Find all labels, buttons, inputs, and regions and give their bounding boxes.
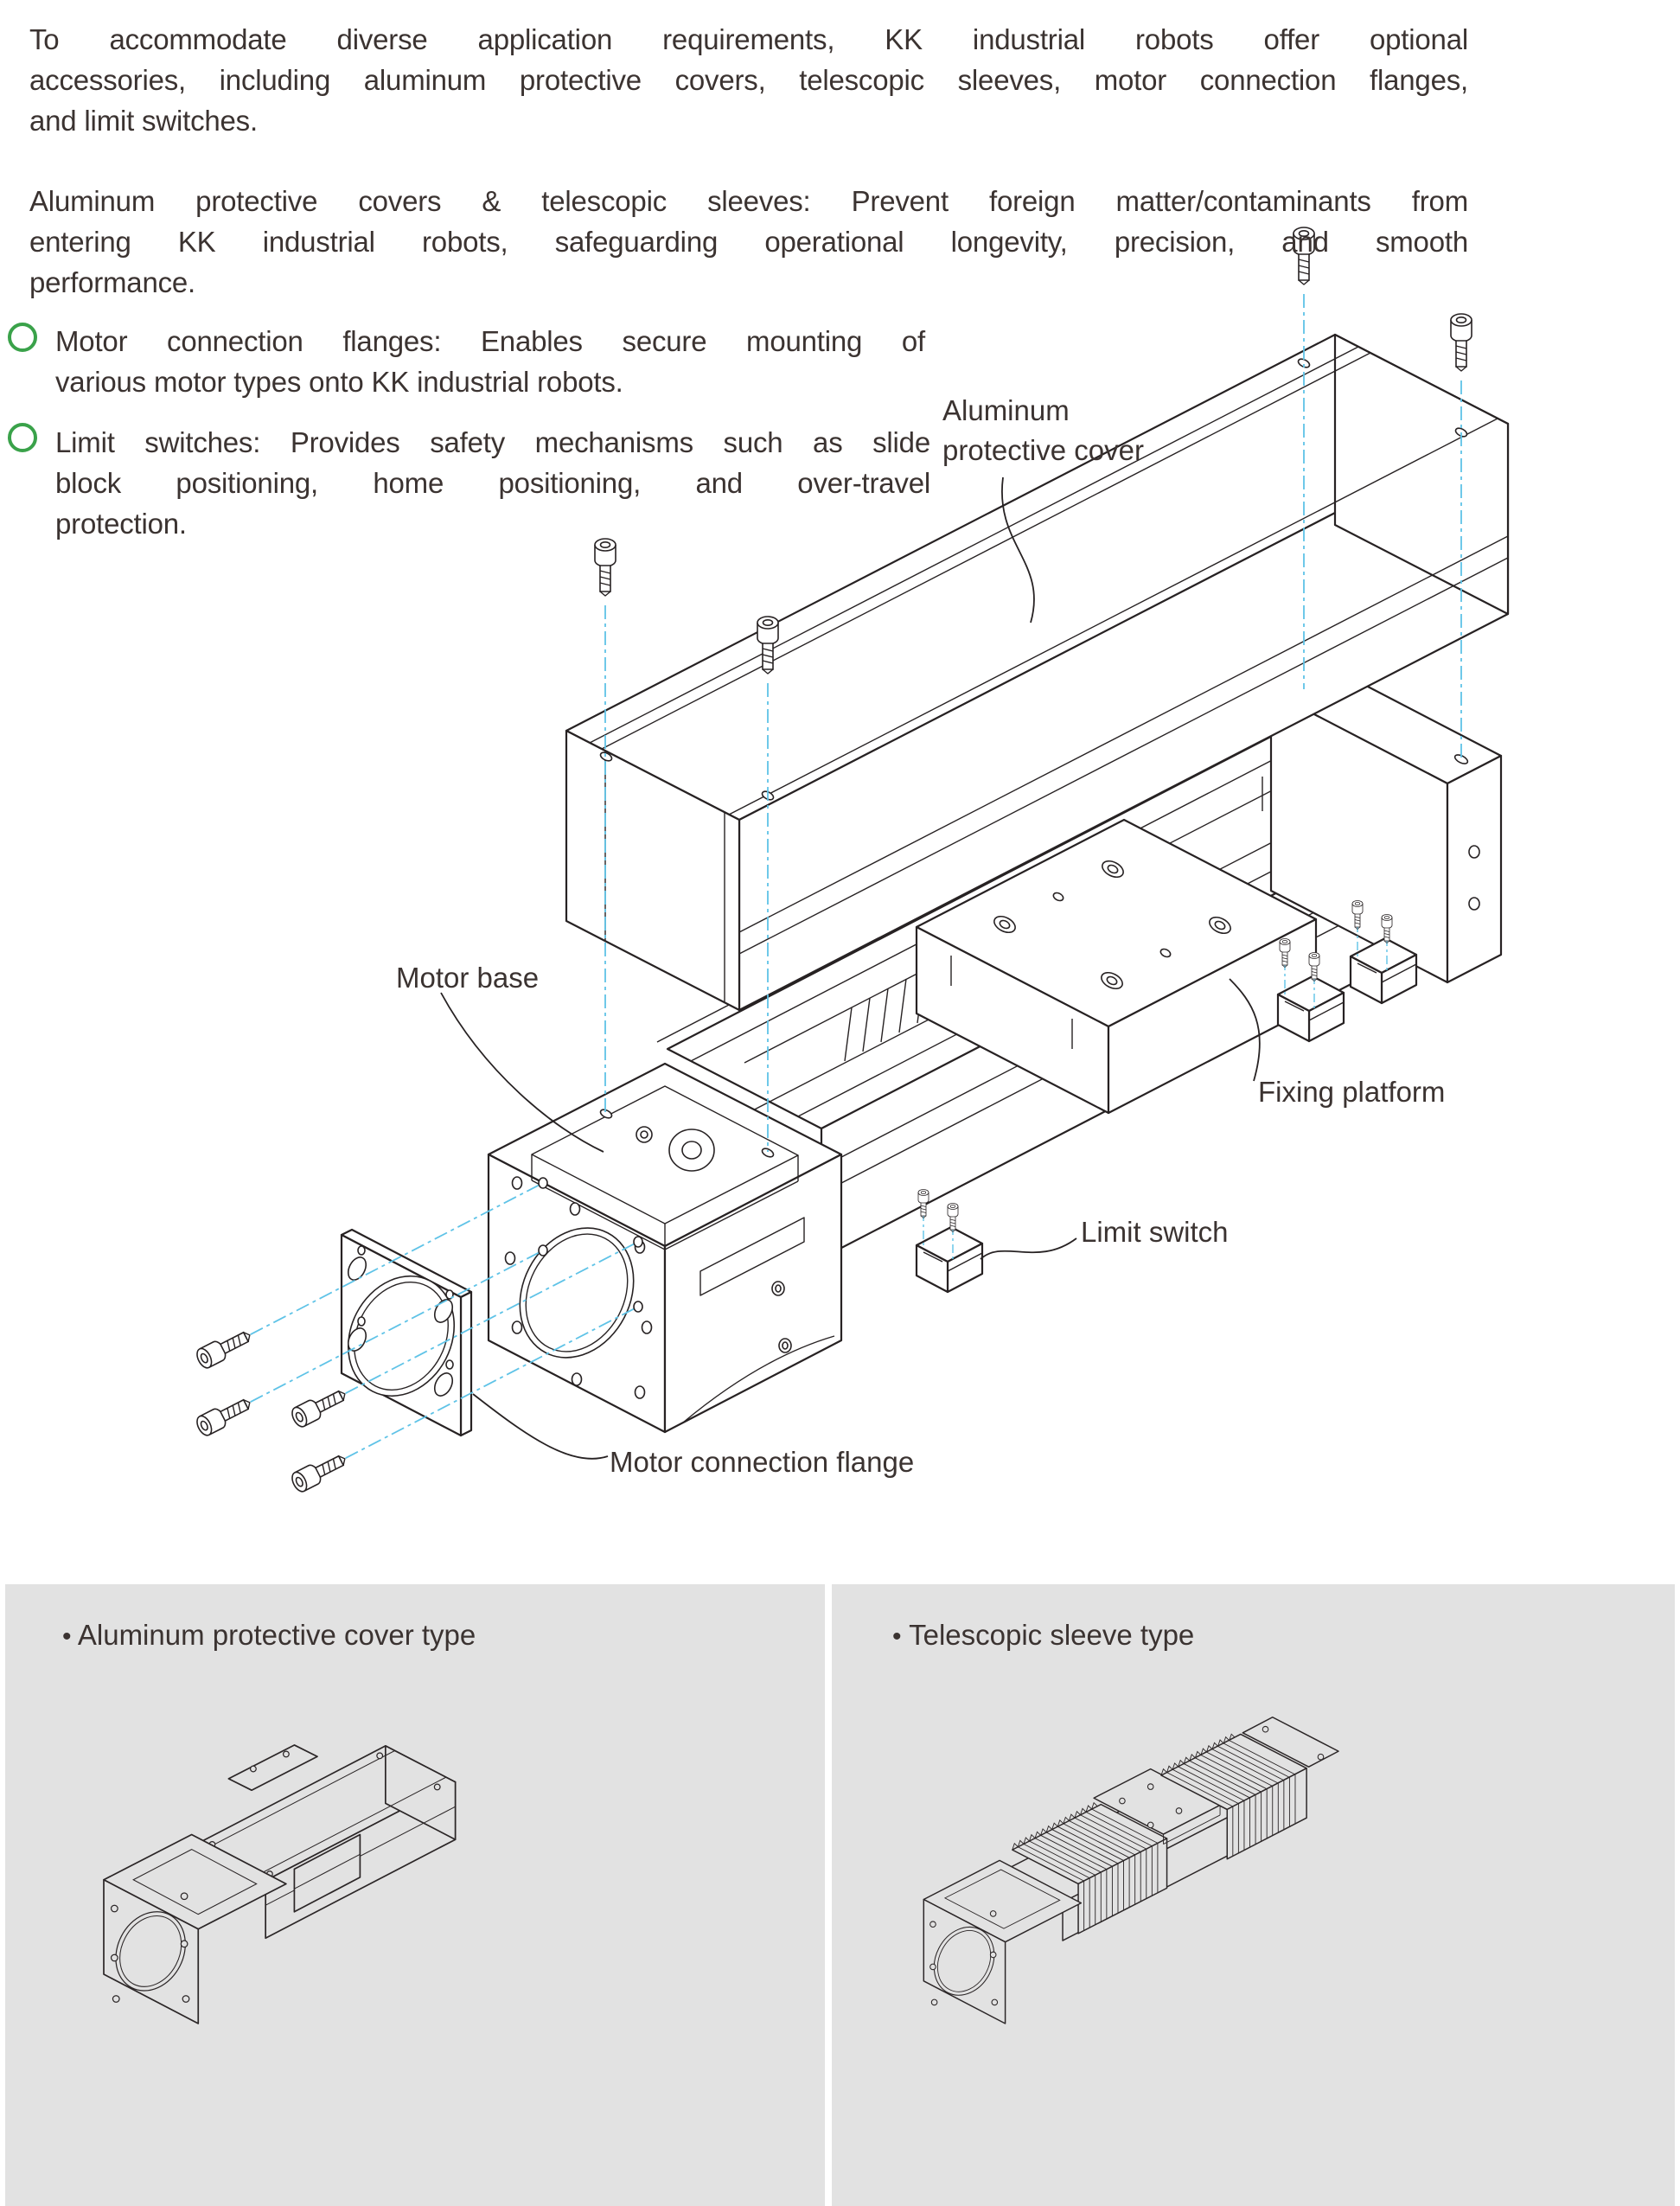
bullet-line: Limit switches: Provides safety mechanisms such as slide: [55, 426, 930, 458]
leader-motor-connection-flange: [473, 1394, 608, 1459]
label-line: Aluminum: [942, 394, 1070, 426]
telescopic-sleeve-type-drawing: [923, 1717, 1338, 2024]
bullet-line: various motor types onto KK industrial robots.: [55, 366, 623, 398]
panel-title-aluminum-cover-type: [62, 1619, 476, 1652]
bullet-line: block positioning, home positioning, and over-travel: [55, 467, 930, 499]
bullet-limit-switches: [55, 422, 930, 544]
paragraph-line: performance.: [29, 266, 196, 298]
bullet-circle-icon: [8, 423, 37, 452]
bullet-line: Motor connection flanges: Enables secure mounting of: [55, 325, 925, 357]
label-limit-switch: Limit switch: [1081, 1216, 1229, 1248]
panel-title-text: Telescopic sleeve type: [909, 1619, 1195, 1651]
panel-title-text: Aluminum protective cover type: [77, 1619, 476, 1651]
intro-paragraph-1: [29, 19, 1468, 141]
intro-paragraph-2: [29, 181, 1468, 303]
paragraph-line: To accommodate diverse application requirements, KK industrial robots offer optional: [29, 23, 1468, 55]
label-fixing-platform: Fixing platform: [1258, 1076, 1446, 1108]
label-aluminum-protective-cover: [942, 391, 1144, 470]
label-motor-base: Motor base: [396, 962, 540, 994]
bullet-circle-icon: [8, 323, 37, 352]
aluminum-cover-type-drawing: [103, 1745, 456, 2024]
exploded-view-drawing: [195, 227, 1508, 1493]
leader-limit-switch: [981, 1238, 1076, 1259]
paragraph-line: and limit switches.: [29, 105, 258, 137]
bullet-motor-connection-flanges: [55, 321, 925, 402]
paragraph-line: accessories, including aluminum protective covers, telescopic sleeves, motor connection flanges,: [29, 64, 1468, 96]
panel-title-telescopic-sleeve-type: [892, 1619, 1194, 1652]
label-motor-connection-flange: Motor connection flange: [610, 1446, 915, 1478]
panel-title-dot: •: [892, 1622, 902, 1651]
panel-title-dot: •: [62, 1622, 72, 1651]
motor-connection-flange-part: [328, 1230, 474, 1435]
label-line: protective cover: [942, 434, 1144, 466]
paragraph-line: Aluminum protective covers & telescopic sleeves: Prevent foreign matter/contaminants from: [29, 185, 1468, 217]
bullet-line: protection.: [55, 508, 187, 540]
paragraph-line: entering KK industrial robots, safeguarding operational longevity, precision, and smooth: [29, 226, 1468, 258]
flange-screws: [195, 1326, 350, 1493]
